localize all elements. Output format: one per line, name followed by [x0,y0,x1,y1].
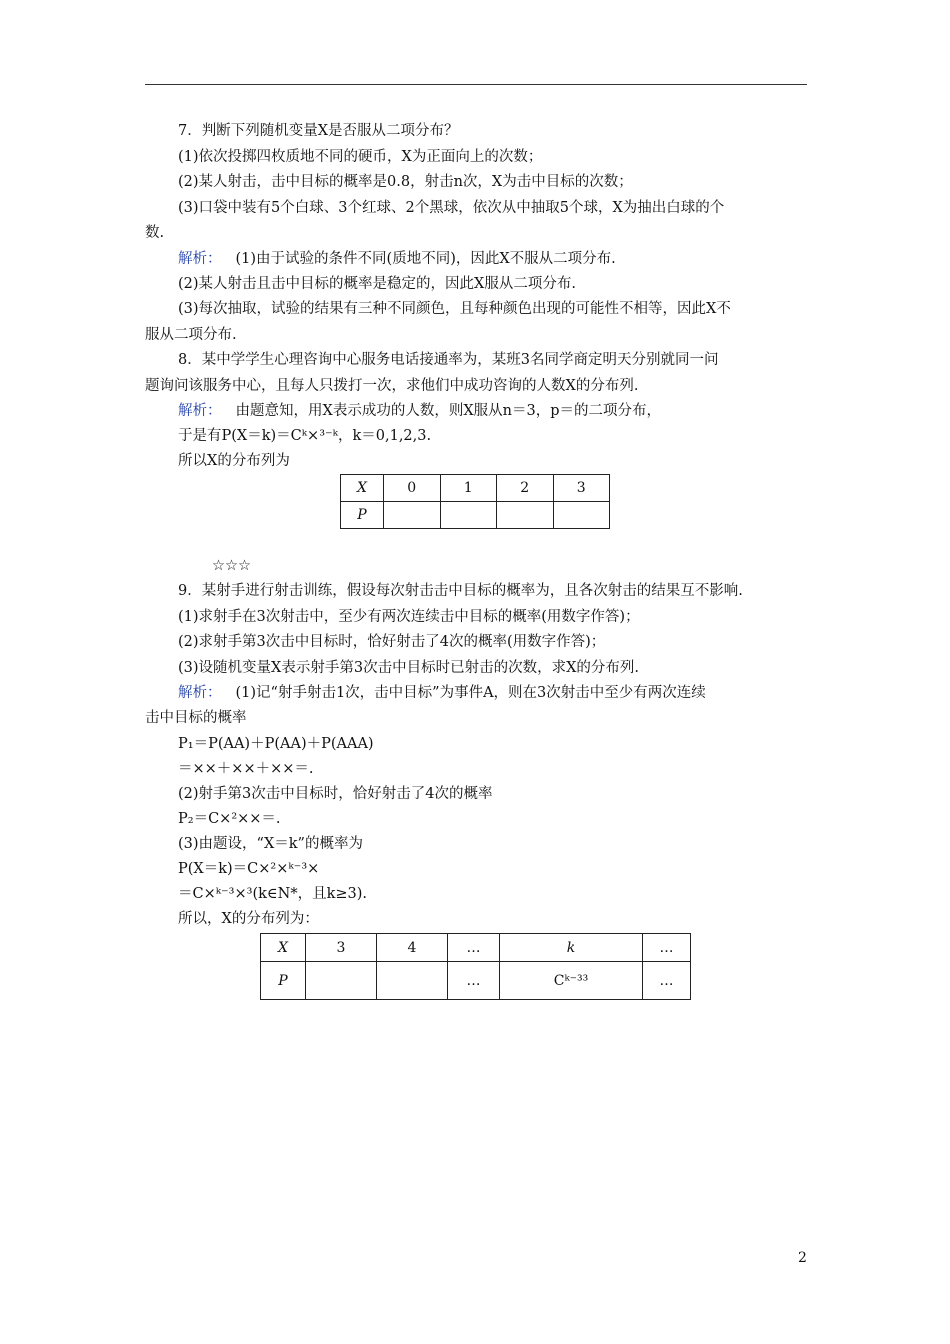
table-cell: P [341,502,384,529]
table-row [261,962,691,1000]
table-cell: 3 [306,934,377,962]
table-cell: 1 [440,475,497,502]
q8-analysis-line-1 [178,402,661,420]
q7-answer-1: (1)由于试验的条件不同(质地不同)，因此X不服从二项分布. [235,251,616,267]
q9-formula-pxk: P(X＝k)＝C×²×ᵏ⁻³× [178,861,320,877]
table-cell: … [643,934,691,962]
analysis-label: 解析： [178,685,222,701]
table-row [261,934,691,962]
page-number: 2 [798,1250,807,1266]
q9-formula-p1: P₁＝P(AA)＋P(AA)＋P(AAA) [178,736,374,752]
q7-stem: 7．判断下列随机变量X是否服从二项分布？ [178,123,459,139]
q7-item-1: (1)依次投掷四枚质地不同的硬币，X为正面向上的次数； [178,149,543,165]
table-cell: 2 [497,475,554,502]
q8-answer-2: 于是有P(X＝k)＝Cᵏ×³⁻ᵏ，k＝0,1,2,3. [178,428,432,444]
table-cell: … [448,962,500,1000]
table-cell: 3 [553,475,610,502]
table-cell [306,962,377,1000]
q9-formula-pxk-result: ＝C×ᵏ⁻³×³(k∈N*，且k≥3). [178,886,368,902]
table-cell: P [261,962,306,1000]
q7-analysis-line-1 [178,250,616,268]
header-rule [145,84,807,85]
q9-formula-p2: P₂＝C×²××＝. [178,811,281,827]
table-cell [384,502,441,529]
table-cell [553,502,610,529]
table-row [341,502,610,529]
q7-answer-2: (2)某人射击且击中目标的概率是稳定的，因此X服从二项分布. [178,276,576,292]
q9-item-1: (1)求射手在3次射击中，至少有两次连续击中目标的概率(用数字作答)； [178,609,640,625]
q8-stem-cont: 题询问该服务中心，且每人只拨打一次，求他们中成功咨询的人数X的分布列. [145,378,639,394]
q7-item-3-cont: 数. [145,225,165,241]
table-cell: … [448,934,500,962]
q7-answer-3: (3)每次抽取，试验的结果有三种不同颜色，且每种颜色出现的可能性不相等，因此X不 [178,301,731,317]
q9-answer-1: (1)记“射手射击1次，击中目标”为事件A，则在3次射击中至少有两次连续 [235,685,706,701]
table-cell: … [643,962,691,1000]
table-cell [440,502,497,529]
q9-answer-3: (3)由题设，“X＝k”的概率为 [178,836,363,852]
q9-analysis-line-1 [178,684,706,702]
q7-item-3: (3)口袋中装有5个白球、3个红球、2个黑球，依次从中抽取5个球，X为抽出白球的个 [178,200,725,216]
q9-answer-1-cont: 击中目标的概率 [145,710,247,726]
section-stars: ☆☆☆ [212,558,251,574]
q8-answer-3: 所以X的分布列为 [178,453,290,469]
table-row [341,475,610,502]
q9-answer-3-table-intro: 所以，X的分布列为： [178,911,319,927]
q9-answer-2: (2)射手第3次击中目标时，恰好射击了4次的概率 [178,786,493,802]
table-cell [497,502,554,529]
table-cell: k [500,934,643,962]
q7-item-2: (2)某人射击，击中目标的概率是0.8，射击n次，X为击中目标的次数； [178,174,633,190]
table-cell [377,962,448,1000]
q7-answer-3-cont: 服从二项分布. [145,327,237,343]
q9-formula-p1-result: ＝××＋××＋××＝. [178,761,314,777]
q9-item-2: (2)求射手第3次击中目标时，恰好射击了4次的概率(用数字作答)； [178,634,606,650]
q8-answer-1: 由题意知，用X表示成功的人数，则X服从n＝3，p＝的二项分布， [235,403,661,419]
table-cell: X [261,934,306,962]
q8-stem: 8．某中学学生心理咨询中心服务电话接通率为，某班3名同学商定明天分别就同一问 [178,352,719,368]
analysis-label: 解析： [178,251,222,267]
table-cell: Cᵏ⁻³³ [500,962,643,1000]
table-cell: 0 [384,475,441,502]
q9-stem: 9．某射手进行射击训练，假设每次射击击中目标的概率为，且各次射击的结果互不影响. [178,583,743,599]
analysis-label: 解析： [178,403,222,419]
q9-distribution-table [260,933,691,1000]
q8-distribution-table [340,474,610,529]
q9-item-3: (3)设随机变量X表示射手第3次击中目标时已射击的次数，求X的分布列. [178,660,640,676]
table-cell: 4 [377,934,448,962]
table-cell: X [341,475,384,502]
